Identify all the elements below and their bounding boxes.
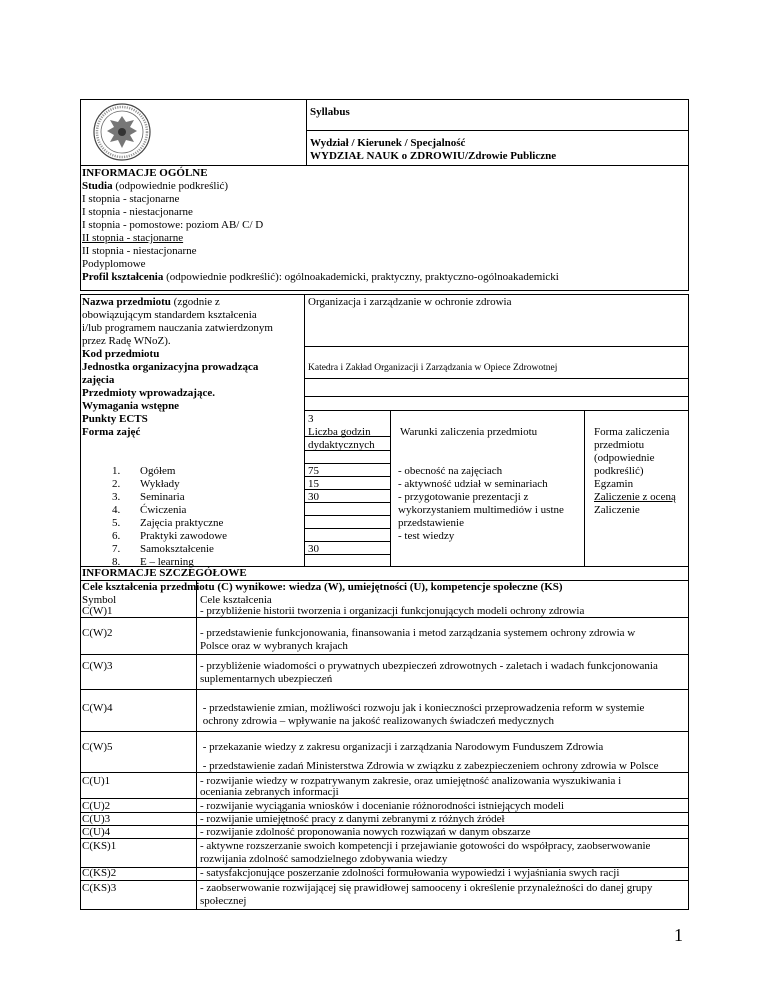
objective-text: - przedstawienie funkcjonowania, finansowania i metod zarządzania systemem ochrony zdrowia w xyxy=(200,627,636,639)
obj-row-3 xyxy=(80,689,689,690)
form-num: 1. xyxy=(112,465,121,477)
study-option: I stopnia - niestacjonarne xyxy=(82,206,193,218)
details-heading: INFORMACJE SZCZEGÓŁOWE xyxy=(82,567,247,579)
forma-zal-header: podkreślić) xyxy=(594,465,644,477)
warunek: - przygotowanie prezentacji z xyxy=(398,491,529,503)
objective-symbol: C(KS)3 xyxy=(82,882,117,894)
general-bottom-border xyxy=(80,290,689,291)
hours-warunki-divider xyxy=(390,410,391,566)
objective-symbol: C(W)4 xyxy=(82,702,113,714)
profile-line: Profil kształcenia (odpowiednie podkreślić): ogólnoakademicki, praktyczny, praktyczno-ogólnoakademicki xyxy=(82,271,559,283)
symbol-col-divider xyxy=(196,580,197,910)
form-hours: 30 xyxy=(308,491,319,503)
course-row-line-3 xyxy=(304,396,689,397)
objective-text: - przybliżenie wiadomości o prywatnych ubezpieczeń zdrowotnych - zaletach i wadach funkcjonowania xyxy=(200,660,658,672)
objective-text: ochrony zdrowia – wpływanie na jakość realizowanych świadczeń medycznych xyxy=(200,715,554,727)
form-hours: 75 xyxy=(308,465,319,477)
course-name-note: obowiązującym standardem kształcenia xyxy=(82,309,257,321)
form-name: Zajęcia praktyczne xyxy=(140,517,224,529)
unit-value: Katedra i Zakład Organizacji i Zarządzania w Opiece Zdrowotnej xyxy=(308,363,558,373)
general-heading: INFORMACJE OGÓLNE xyxy=(82,167,208,179)
forma-zal-header: przedmiotu xyxy=(594,439,645,451)
ects-label: Punkty ECTS xyxy=(82,413,148,425)
hours-header: dydaktycznych xyxy=(308,439,375,451)
header-left-border xyxy=(80,99,81,290)
intro-label: Przedmioty wprowadzające. xyxy=(82,387,215,399)
forma-zal-item: Zaliczenie xyxy=(594,504,640,516)
warunek: - obecność na zajęciach xyxy=(398,465,503,477)
course-col-divider xyxy=(304,294,305,566)
course-code-label: Kod przedmiotu xyxy=(82,348,160,360)
form-name: E – learning xyxy=(140,556,194,568)
warunek: wykorzystaniem multimediów i ustne xyxy=(398,504,564,516)
course-name-note: przez Radę WNoZ). xyxy=(82,335,171,347)
objective-symbol: C(W)1 xyxy=(82,605,113,617)
objective-text: - rozwijanie umiejętność pracy z danymi zebranymi z różnych źródeł xyxy=(200,813,505,825)
hours-header: Liczba godzin xyxy=(308,426,371,438)
obj-row-4 xyxy=(80,731,689,732)
course-left-border xyxy=(80,294,81,910)
form-name: Samokształcenie xyxy=(140,543,214,555)
studia-line: Studia (odpowiednie podkreślić) xyxy=(82,180,229,192)
form-num: 8. xyxy=(112,556,121,568)
header-divider xyxy=(306,99,307,165)
col-cele: Cele kształcenia xyxy=(200,594,272,606)
form-num: 7. xyxy=(112,543,121,555)
study-option-selected: II stopnia - stacjonarne xyxy=(82,232,184,244)
objective-text: - satysfakcjonujące poszerzanie zdolności formułowania wypowiedzi i wyjaśniania swych racji xyxy=(200,867,620,879)
objective-text: rozwijania zdolność samodzielnego zdobywania wiedzy xyxy=(200,853,448,865)
study-option: Podyplomowe xyxy=(82,258,146,270)
col-symbol: Symbol xyxy=(82,594,117,606)
details-subheading: Cele kształcenia przedmiotu (C) wynikowe: wiedza (W), umiejętności (U), kompetencje społeczne (KS) xyxy=(82,581,563,593)
objective-text: Polsce oraz w wybranych krajach xyxy=(200,640,348,652)
hours-row-9 xyxy=(304,541,391,542)
header-right-border xyxy=(688,99,689,290)
obj-bottom-border xyxy=(80,909,689,910)
course-row-line-2 xyxy=(304,378,689,379)
course-name-note: i/lub programem nauczania zatwierdzonym xyxy=(82,322,273,334)
hours-row-8 xyxy=(304,528,391,529)
unit-label: Jednostka organizacyjna prowadząca xyxy=(82,361,259,373)
warunki-forma-divider xyxy=(584,410,585,566)
objective-symbol: C(KS)1 xyxy=(82,840,117,852)
form-hours: 15 xyxy=(308,478,319,490)
study-option: I stopnia - stacjonarne xyxy=(82,193,180,205)
form-num: 3. xyxy=(112,491,121,503)
objective-text: - rozwijanie wyciągania wniosków i docenianie różnorodności istniejących modeli xyxy=(200,800,565,812)
form-name: Ćwiczenia xyxy=(140,504,187,516)
obj-row-2 xyxy=(80,654,689,655)
intro-label: Wymagania wstępne xyxy=(82,400,180,412)
objective-symbol: C(U)1 xyxy=(82,775,111,787)
form-num: 6. xyxy=(112,530,121,542)
hours-row-3 xyxy=(304,463,391,464)
course-name-value: Organizacja i zarządzanie w ochronie zdrowia xyxy=(308,296,512,308)
warunek: przedstawienie xyxy=(398,517,464,529)
form-name: Praktyki zawodowe xyxy=(140,530,228,542)
objective-symbol: C(U)4 xyxy=(82,826,111,838)
syllabus-title: Syllabus xyxy=(310,106,350,118)
study-option: I stopnia - pomostowe: poziom AB/ C/ D xyxy=(82,219,264,231)
objective-text: suplementarnych ubezpieczeń xyxy=(200,673,333,685)
objective-text: - aktywne rozszerzanie swoich kompetencji i przejawianie gotowości do współpracy, zaobserwowanie xyxy=(200,840,651,852)
objective-text: - przedstawienie zadań Ministerstwa Zdrowia w związku z zabezpieczeniem ochrony zdrowia w Polsce xyxy=(200,760,659,772)
forma-label: Forma zajęć xyxy=(82,426,141,438)
objective-text: oceniania zebranych informacji xyxy=(200,786,339,798)
header-mid-border xyxy=(306,130,689,131)
objective-text: - rozwijanie wiedzy w rozpatrywanym zakresie, oraz umiejętność analizowania wyszukiwania i xyxy=(200,775,622,787)
objective-text: - przybliżenie historii tworzenia i organizacji funkcjonujących modeli ochrony zdrowia xyxy=(200,605,585,617)
university-seal-logo xyxy=(92,102,152,162)
objective-text: - przekazanie wiedzy z zakresu organizacji i zarządzania Narodowym Funduszem Zdrowia xyxy=(200,741,604,753)
faculty-value: WYDZIAŁ NAUK o ZDROWIU/Zdrowie Publiczne xyxy=(310,150,557,162)
hours-row-7 xyxy=(304,515,391,516)
forma-zal-item: Egzamin xyxy=(594,478,634,490)
objective-text: społecznej xyxy=(200,895,247,907)
unit-label: zajęcia xyxy=(82,374,115,386)
warunki-header: Warunki zaliczenia przedmiotu xyxy=(400,426,538,438)
warunek: - aktywność udział w seminariach xyxy=(398,478,548,490)
obj-row-6 xyxy=(80,798,689,799)
objective-text: - zaobserwowanie rozwijającej się prawidłowej samooceny i określenie przynależności do danej grupy xyxy=(200,882,653,894)
form-num: 5. xyxy=(112,517,121,529)
forma-zal-header: Forma zaliczenia xyxy=(594,426,670,438)
study-option: II stopnia - niestacjonarne xyxy=(82,245,197,257)
objective-symbol: C(U)3 xyxy=(82,813,111,825)
course-row-line-4 xyxy=(304,410,689,411)
course-row-line-1 xyxy=(304,346,689,347)
course-name-label: Nazwa przedmiotu (zgodnie z xyxy=(82,296,220,308)
ects-value: 3 xyxy=(308,413,314,425)
form-name: Ogółem xyxy=(140,465,176,477)
page-number: 1 xyxy=(674,925,683,945)
objective-symbol: C(W)2 xyxy=(82,627,113,639)
faculty-label: Wydział / Kierunek / Specjalność xyxy=(310,137,466,149)
form-num: 2. xyxy=(112,478,121,490)
course-right-border xyxy=(688,294,689,910)
header-top-border xyxy=(80,99,689,100)
form-num: 4. xyxy=(112,504,121,516)
forma-zal-item-selected: Zaliczenie z oceną xyxy=(594,491,676,503)
objective-symbol: C(W)3 xyxy=(82,660,113,672)
form-name: Seminaria xyxy=(140,491,185,503)
objective-symbol: C(KS)2 xyxy=(82,867,117,879)
objective-text: - przedstawienie zmian, możliwości rozwoju jak i konieczności przeprowadzenia reform w systemie xyxy=(200,702,645,714)
objective-text: - rozwijanie zdolność proponowania nowych rozwiązań w danym obszarze xyxy=(200,826,531,838)
general-top-border xyxy=(80,165,689,166)
course-top-border xyxy=(80,294,689,295)
objective-symbol: C(U)2 xyxy=(82,800,111,812)
forma-zal-header: (odpowiednie xyxy=(594,452,655,464)
objective-symbol: C(W)5 xyxy=(82,741,113,753)
form-name: Wykłady xyxy=(140,478,180,490)
warunek: - test wiedzy xyxy=(398,530,455,542)
form-hours: 30 xyxy=(308,543,319,555)
